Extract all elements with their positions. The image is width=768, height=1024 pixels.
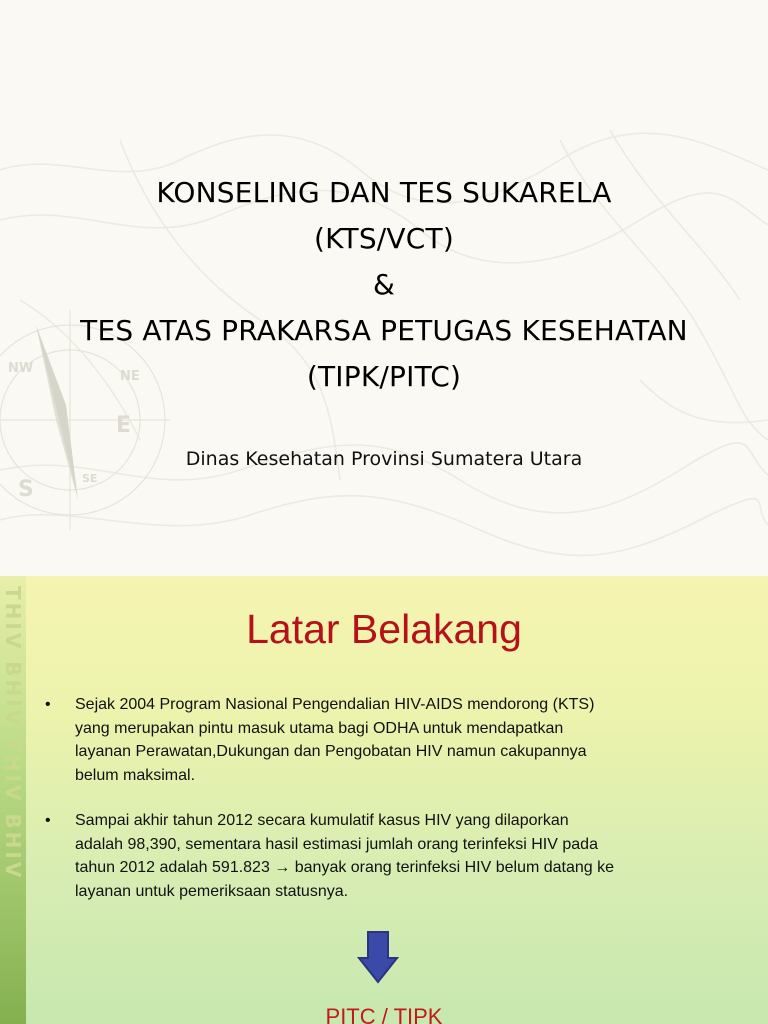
bullet-line: tahun 2012 adalah 591.823 → banyak orang terinfeksi HIV belum datang ke: [75, 859, 615, 876]
compass-nw-label: NW: [8, 361, 34, 376]
list-item: [44, 809, 734, 903]
slide-title: [0, 170, 768, 400]
compass-se-label: SE: [82, 472, 98, 485]
bullet-line: Sampai akhir tahun 2012 secara kumulatif kasus HIV yang dilaporkan: [75, 812, 569, 829]
title-line: (KTS/VCT): [314, 222, 454, 255]
down-arrow-icon: [357, 930, 399, 984]
bullet-icon: •: [45, 812, 51, 829]
list-item: [44, 693, 734, 787]
bullet-line: layanan untuk pemeriksaan statusnya.: [75, 882, 349, 900]
title-line: (TIPK/PITC): [306, 360, 462, 393]
bullet-line: layanan Perawatan,Dukungan dan Pengobatan HIV namun cakupannya: [75, 743, 587, 760]
section-heading: Latar Belakang: [246, 606, 522, 652]
bullet-line: yang merupakan pintu masuk utama bagi ODHA untuk mendapatkan: [75, 719, 564, 737]
compass-s-label: S: [18, 477, 34, 502]
bullet-list: [44, 693, 734, 925]
svg-text:THIV BHIV THIV BHIV: THIV BHIV THIV BHIV: [1, 586, 25, 881]
bullet-icon: •: [45, 696, 51, 713]
pitc-tipk-label: PITC / TIPK: [325, 1004, 443, 1024]
title-line: KONSELING DAN TES SUKARELA: [156, 176, 612, 209]
compass-ne-label: NE: [120, 369, 140, 384]
slide-subtitle: Dinas Kesehatan Provinsi Sumatera Utara: [185, 448, 583, 470]
compass-e-label: E: [116, 413, 132, 438]
bullet-line: belum maksimal.: [75, 766, 196, 784]
content-slide: [0, 576, 768, 1024]
bullet-line: Sejak 2004 Program Nasional Pengendalian HIV-AIDS mendorong (KTS): [75, 696, 595, 713]
title-line: TES ATAS PRAKARSA PETUGAS KESEHATAN: [80, 314, 688, 347]
title-line: &: [372, 268, 396, 301]
bullet-line: adalah 98,390, sementara hasil estimasi jumlah orang terinfeksi HIV pada: [75, 835, 598, 853]
